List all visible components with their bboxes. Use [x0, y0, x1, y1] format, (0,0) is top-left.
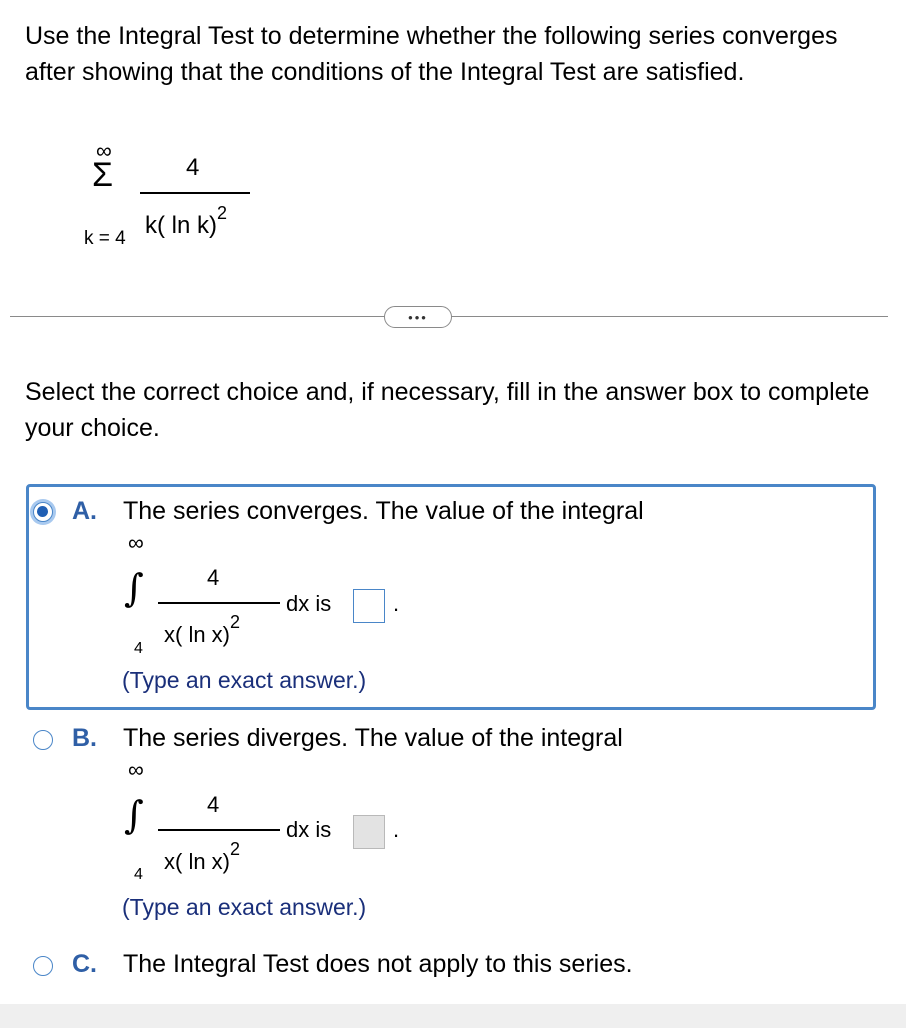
- choice-a-hint: (Type an exact answer.): [122, 667, 367, 693]
- choice-a-integral-sign: ∫: [124, 566, 144, 610]
- choice-a-upper-limit: ∞: [128, 530, 144, 555]
- series-denominator-base: k( ln k): [145, 212, 217, 239]
- choice-b-hint: (Type an exact answer.): [122, 894, 367, 920]
- choice-a-answer-input[interactable]: [353, 589, 385, 623]
- choice-b-integral-sign: ∫: [124, 793, 144, 837]
- series-numerator: 4: [186, 154, 200, 181]
- choice-b-fraction-bar: [158, 829, 280, 831]
- choice-a-fraction-bar: [158, 602, 280, 604]
- choice-a-period: .: [393, 591, 400, 616]
- choice-b-radio[interactable]: [33, 730, 53, 750]
- choice-a-denominator-base: x( ln x): [164, 622, 230, 647]
- instruction-text: Select the correct choice and, if necessary, fill in the answer box to complete your choice.: [25, 378, 870, 442]
- choice-a-lower-limit: 4: [134, 640, 143, 657]
- series-denominator: [145, 203, 228, 240]
- choice-b-answer-input[interactable]: [353, 815, 385, 849]
- choice-c-radio[interactable]: [33, 956, 53, 976]
- choice-b-numerator: 4: [207, 792, 220, 817]
- expand-details-button[interactable]: •••: [384, 306, 452, 328]
- question-prompt: Use the Integral Test to determine whether the following series converges after showing that the conditions of the Integral Test are satisfied.: [25, 22, 838, 86]
- choice-c-letter: C.: [72, 950, 97, 978]
- choice-a-radio[interactable]: [33, 502, 53, 522]
- choice-a-text[interactable]: The series converges. The value of the integral: [123, 497, 644, 525]
- choice-b-text[interactable]: The series diverges. The value of the integral: [123, 724, 623, 752]
- choice-b-denominator-exponent: 2: [230, 839, 241, 859]
- sum-upper-limit: ∞: [96, 138, 112, 163]
- series-denominator-exponent: 2: [217, 203, 228, 223]
- choice-a-dx-label: dx is: [286, 591, 332, 616]
- choice-b-dx-label: dx is: [286, 817, 332, 842]
- choice-b-denominator: [164, 839, 241, 875]
- choice-b-lower-limit: 4: [134, 866, 143, 883]
- choice-b-period: .: [393, 817, 400, 842]
- choice-a-numerator: 4: [207, 565, 220, 590]
- sum-lower-limit: k = 4: [84, 228, 126, 249]
- choice-b-upper-limit: ∞: [128, 757, 144, 782]
- choice-a-denominator-exponent: 2: [230, 612, 241, 632]
- choice-b-letter: B.: [72, 724, 97, 752]
- sigma-symbol: Σ: [92, 156, 114, 194]
- bottom-bar: [0, 1004, 906, 1028]
- choice-b-denominator-base: x( ln x): [164, 849, 230, 874]
- choice-a-letter: A.: [72, 497, 97, 525]
- choice-c-text[interactable]: The Integral Test does not apply to this series.: [123, 950, 633, 978]
- series-fraction-bar: [140, 192, 250, 194]
- choice-a-denominator: [164, 612, 241, 648]
